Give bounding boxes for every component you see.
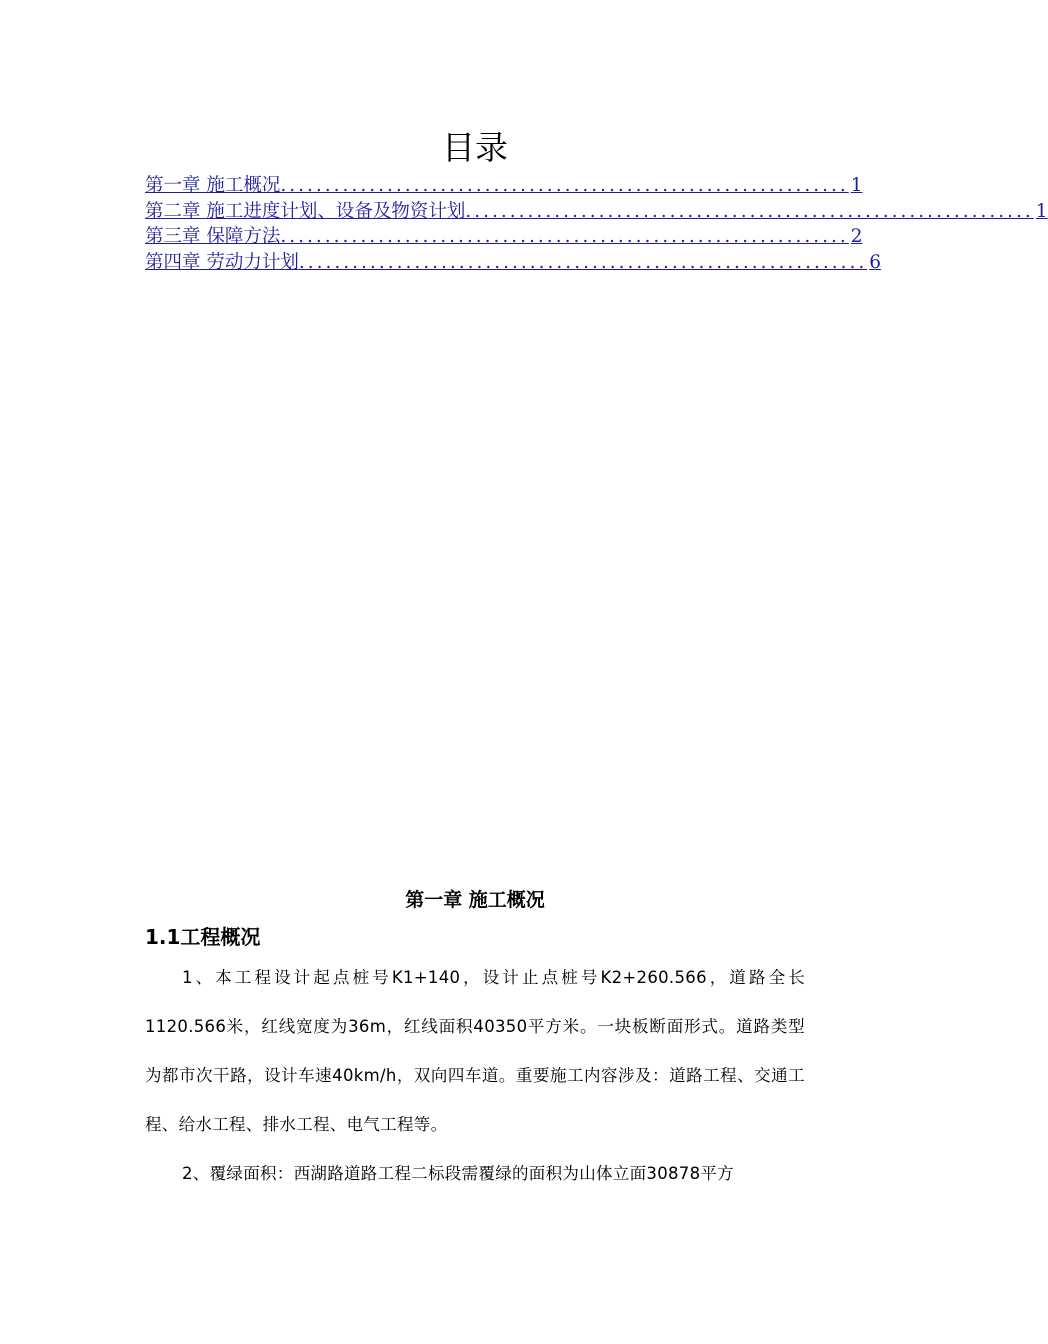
toc-leader-dots: ................................................................ xyxy=(280,226,849,247)
toc-entry-chapter-3[interactable] xyxy=(145,224,863,250)
toc-entry-label: 第二章 施工进度计划、设备及物资计划 xyxy=(145,200,466,222)
toc-page-number: 1 xyxy=(1035,200,1048,222)
chapter-heading: 第一章 施工概况 xyxy=(405,889,545,911)
toc-entry-chapter-1[interactable] xyxy=(145,173,863,199)
toc-entry-label: 第四章 劳动力计划 xyxy=(145,251,299,273)
toc-entry-label: 第三章 保障方法 xyxy=(145,226,281,247)
section-heading: 1.1工程概况 xyxy=(145,925,261,949)
toc-entry-label: 第一章 施工概况 xyxy=(145,175,281,196)
toc-leader-dots: ................................................................ xyxy=(465,200,1034,222)
toc-entry-chapter-4[interactable] xyxy=(145,250,882,276)
paragraph: 2、覆绿面积：西湖路道路工程二标段需覆绿的面积为山体立面30878平方 xyxy=(182,1164,734,1183)
toc-list xyxy=(145,173,1048,275)
toc-page-number: 2 xyxy=(850,226,863,247)
toc-entry-chapter-2[interactable] xyxy=(145,199,1048,225)
toc-page-number: 6 xyxy=(869,251,882,273)
toc-leader-dots: ................................................................ xyxy=(280,175,849,196)
paragraph: 1、本工程设计起点桩号K1+140，设计止点桩号K2+260.566，道路全长1120.566米，红线宽度为36m，红线面积40350平方米。一块板断面形式。道路类型为都市次干路，设计车速40km/h，双向四车道。重要施工内容涉及：道路工程、交通工程、给水工程、排水工程、电气工程等。 xyxy=(145,968,805,1134)
toc-page-number: 1 xyxy=(850,175,863,196)
toc-leader-dots: ................................................................ xyxy=(298,251,868,273)
toc-title: 目录 xyxy=(442,128,508,167)
body-text xyxy=(145,953,805,1198)
